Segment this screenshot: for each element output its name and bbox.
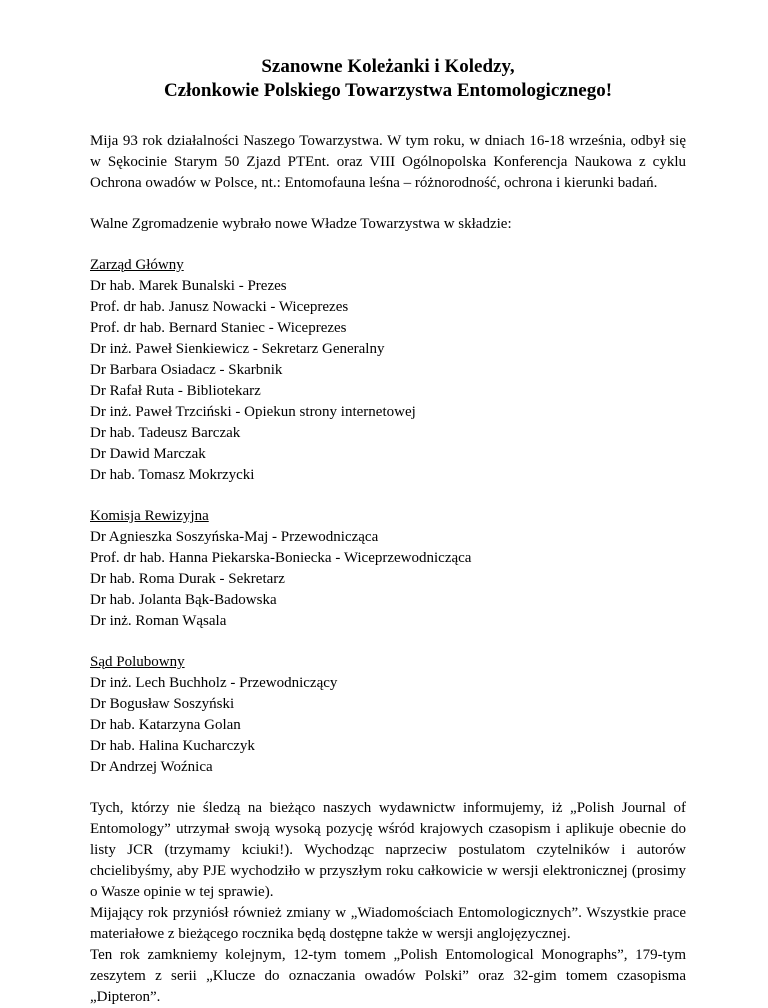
member-line: Dr inż. Paweł Sienkiewicz - Sekretarz Generalny (90, 341, 385, 357)
closing-paragraphs (90, 798, 686, 1008)
member-line: Dr hab. Roma Durak - Sekretarz (90, 571, 285, 587)
closing-paragraph-wiadomosci: Mijający rok przyniósł również zmiany w „Wiadomościach Entomologicznych”. Wszystkie prace materiałowe z bieżącego rocznika będą dostępne także w wersji anglojęzycznej. (90, 905, 686, 942)
section-heading: Sąd Polubowny (90, 654, 185, 670)
member-line: Dr hab. Tomasz Mokrzycki (90, 467, 255, 483)
member-line: Dr Bogusław Soszyński (90, 696, 235, 712)
closing-paragraph-journal: Tych, którzy nie śledzą na bieżąco naszych wydawnictw informujemy, iż „Polish Journal of Entomology” utrzymał swoją wysoką pozycję wśród krajowych czasopism i aplikuje obecnie do listy JCR (trzymamy kciuki!). Wychodząc naprzeciw postulatom czytelników i autorów chcielibyśmy, aby PJE wychodziło w przyszłym roku całkowicie w wersji elektronicznej (prosimy o Wasze opinie w tej sprawie). (90, 800, 686, 900)
section-komisja-rewizyjna (90, 506, 686, 632)
member-line: Dr Barbara Osiadacz - Skarbnik (90, 362, 283, 378)
member-line: Prof. dr hab. Hanna Piekarska-Boniecka - Wiceprzewodnicząca (90, 550, 472, 566)
member-line: Prof. dr hab. Janusz Nowacki - Wiceprezes (90, 299, 349, 315)
member-line: Dr hab. Katarzyna Golan (90, 717, 241, 733)
member-line: Dr hab. Tadeusz Barczak (90, 425, 241, 441)
section-heading: Zarząd Główny (90, 257, 184, 273)
section-sad-polubowny (90, 652, 686, 778)
letter-title (90, 55, 686, 103)
member-line: Prof. dr hab. Bernard Staniec - Wiceprezes (90, 320, 347, 336)
member-line: Dr Agnieszka Soszyńska-Maj - Przewodnicząca (90, 529, 379, 545)
section-heading: Komisja Rewizyjna (90, 508, 209, 524)
closing-paragraph-monographs: Ten rok zamkniemy kolejnym, 12-tym tomem „Polish Entomological Monographs”, 179-tym zeszytem z serii „Klucze do oznaczania owadów Polski” oraz 32-gim tomem czasopisma „Dipteron”. (90, 947, 686, 1005)
member-line: Dr inż. Paweł Trzciński - Opiekun strony internetowej (90, 404, 416, 420)
title-line-2: Członkowie Polskiego Towarzystwa Entomologicznego! (163, 80, 613, 101)
member-line: Dr Rafał Ruta - Bibliotekarz (90, 383, 261, 399)
title-line-1: Szanowne Koleżanki i Koledzy, (261, 56, 515, 77)
member-line: Dr hab. Halina Kucharczyk (90, 738, 255, 754)
election-paragraph: Walne Zgromadzenie wybrało nowe Władze Towarzystwa w składzie: (90, 216, 512, 232)
member-line: Dr inż. Lech Buchholz - Przewodniczący (90, 675, 338, 691)
member-line: Dr hab. Marek Bunalski - Prezes (90, 278, 287, 294)
member-line: Dr hab. Jolanta Bąk-Badowska (90, 592, 277, 608)
section-zarzad-glowny (90, 255, 686, 486)
member-line: Dr Andrzej Woźnica (90, 759, 213, 775)
intro-paragraph: Mija 93 rok działalności Naszego Towarzystwa. W tym roku, w dniach 16-18 września, odbył się w Sękocinie Starym 50 Zjazd PTEnt. oraz VIII Ogólnopolska Konferencja Naukowa z cyklu Ochrona owadów w Polsce, nt.: Entomofauna leśna – różnorodność, ochrona i kierunki badań. (90, 133, 686, 191)
member-line: Dr inż. Roman Wąsala (90, 613, 227, 629)
member-line: Dr Dawid Marczak (90, 446, 206, 462)
